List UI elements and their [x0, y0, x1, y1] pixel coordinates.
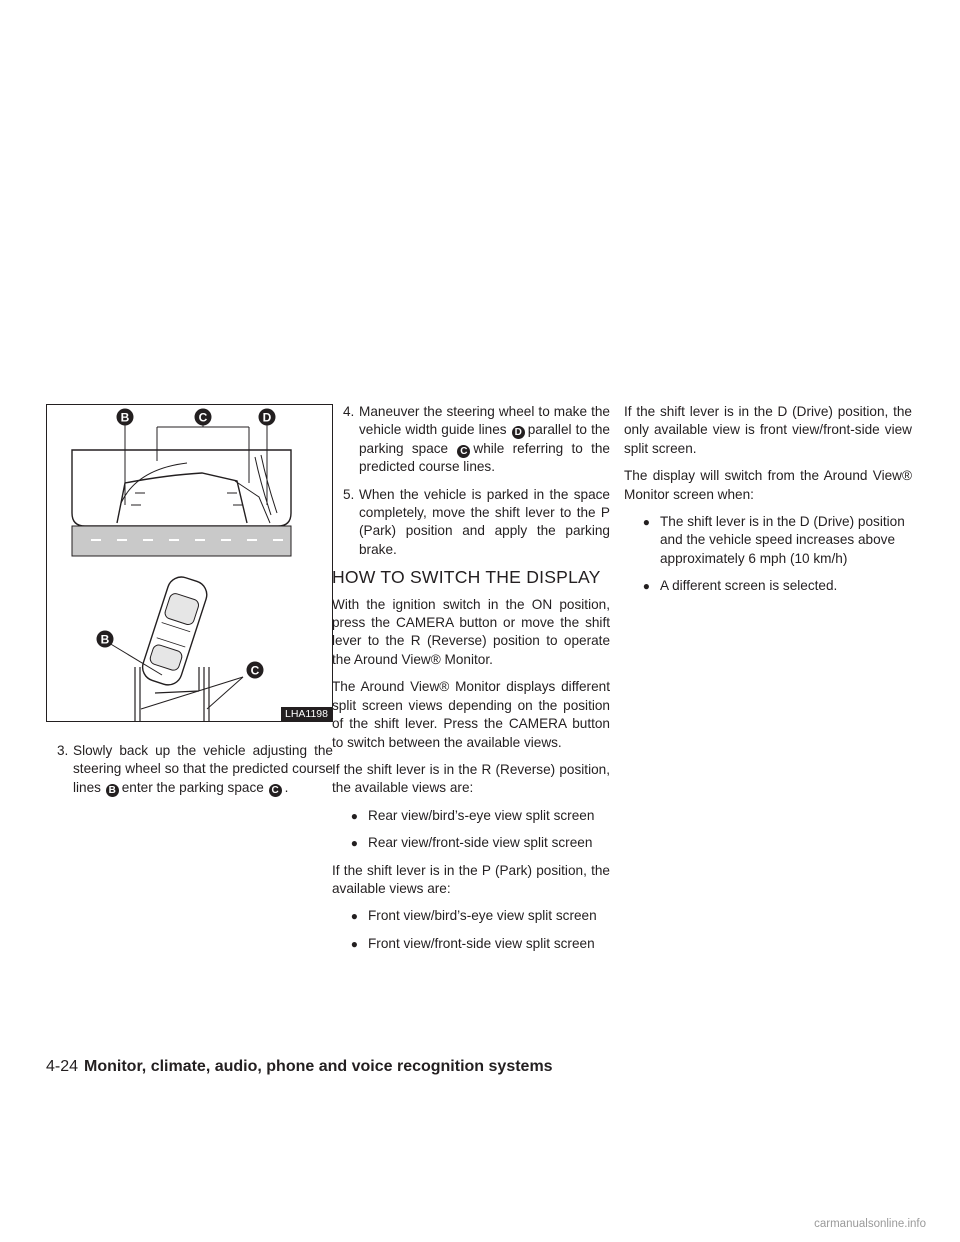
- car-top-view-illustration: [139, 573, 210, 688]
- list-item-text: The shift lever is in the D (Drive) position and the vehicle speed increases above approximately 6 mph (10 km/h): [660, 514, 905, 566]
- ref-c-icon: C: [457, 445, 470, 458]
- section-heading: HOW TO SWITCH THE DISPLAY: [332, 567, 601, 588]
- monitor-screen-illustration: [72, 419, 291, 556]
- figure-code: LHA1198: [281, 707, 332, 721]
- page-footer: [46, 1058, 553, 1076]
- step-number: 3.: [57, 743, 69, 758]
- list-item: [624, 577, 912, 595]
- column-1: [46, 742, 333, 806]
- callout-b-bottom: [97, 631, 114, 648]
- paragraph: If the shift lever is in the D (Drive) position, the only available view is front view/front-side view split screen.: [624, 404, 912, 456]
- step-text-part: parallel to the parking space: [359, 422, 610, 456]
- bullet-icon: ●: [350, 909, 358, 924]
- list-item-text: Front view/bird’s-eye view split screen: [368, 908, 597, 924]
- figure-lha1198: [46, 404, 333, 722]
- paragraph: The Around View® Monitor displays different split screen views depending on the position of the shift lever. Press the CAMERA button to switch between the available views.: [332, 679, 610, 750]
- callout-b-top: [117, 409, 134, 426]
- bullet-icon: ●: [350, 808, 358, 823]
- list-item-text: Rear view/front-side view split screen: [368, 835, 593, 851]
- step-text: When the vehicle is parked in the space completely, move the shift lever to the P (Park) position and apply the parking brake.: [359, 486, 610, 557]
- paragraph: If the shift lever is in the R (Reverse) position, the available views are:: [332, 761, 610, 796]
- section-title: Monitor, climate, audio, phone and voice recognition systems: [84, 1058, 553, 1075]
- paragraph: If the shift lever is in the P (Park) position, the available views are:: [332, 862, 610, 896]
- column-2: [332, 403, 610, 962]
- step-number: 4.: [343, 404, 355, 419]
- column-3: [624, 403, 912, 605]
- step-4: [332, 403, 610, 477]
- paragraph: With the ignition switch in the ON position, press the CAMERA button or move the shift lever to the R (Reverse) position to operate the Around View® Monitor.: [332, 596, 610, 667]
- ref-c-icon: C: [269, 784, 282, 797]
- bullet-icon: ●: [642, 515, 650, 530]
- list-item: [332, 834, 610, 852]
- watermark: carmanualsonline.info: [814, 1218, 926, 1230]
- callout-b-label: B: [100, 632, 110, 647]
- step-text-part: .: [284, 779, 289, 795]
- step-text-part: Slowly back up the vehicle adjusting the steering wheel so that the predicted course lines: [73, 743, 333, 795]
- list-item-text: Rear view/bird’s-eye view split screen: [368, 807, 595, 823]
- step-number: 5.: [343, 486, 355, 502]
- callout-b-label: B: [120, 410, 130, 425]
- bullet-icon: ●: [350, 936, 358, 951]
- list-item: [332, 935, 610, 953]
- step-3: [46, 742, 333, 797]
- callout-c-label: C: [198, 410, 208, 425]
- callout-c-label: C: [250, 663, 260, 678]
- callout-c-bottom: [247, 662, 264, 679]
- step-text-part: Maneuver the steering wheel to make the vehicle width guide lines: [359, 404, 610, 438]
- ref-b-icon: B: [106, 784, 119, 797]
- paragraph: The display will switch from the Around View® Monitor screen when:: [624, 468, 912, 502]
- step-text: [73, 742, 333, 797]
- list-item: [332, 807, 610, 825]
- list-item: [332, 907, 610, 925]
- list-item-text: Front view/front-side view split screen: [368, 935, 595, 951]
- ref-d-icon: D: [512, 426, 525, 439]
- list-item: [624, 513, 912, 568]
- callout-d-label: D: [262, 410, 272, 425]
- step-text-part: while referring to the predicted course lines.: [359, 440, 610, 475]
- callout-c-top: [195, 409, 212, 426]
- list-item-text: A different screen is selected.: [660, 578, 838, 594]
- step-text-part: enter the parking space: [121, 779, 264, 795]
- page-number: 4-24: [46, 1058, 79, 1075]
- callout-d-top: [259, 409, 276, 426]
- bullet-icon: ●: [642, 579, 650, 594]
- parking-diagram: [47, 405, 332, 721]
- step-5: [332, 486, 610, 560]
- step-text: [359, 403, 610, 477]
- bullet-icon: ●: [350, 836, 358, 851]
